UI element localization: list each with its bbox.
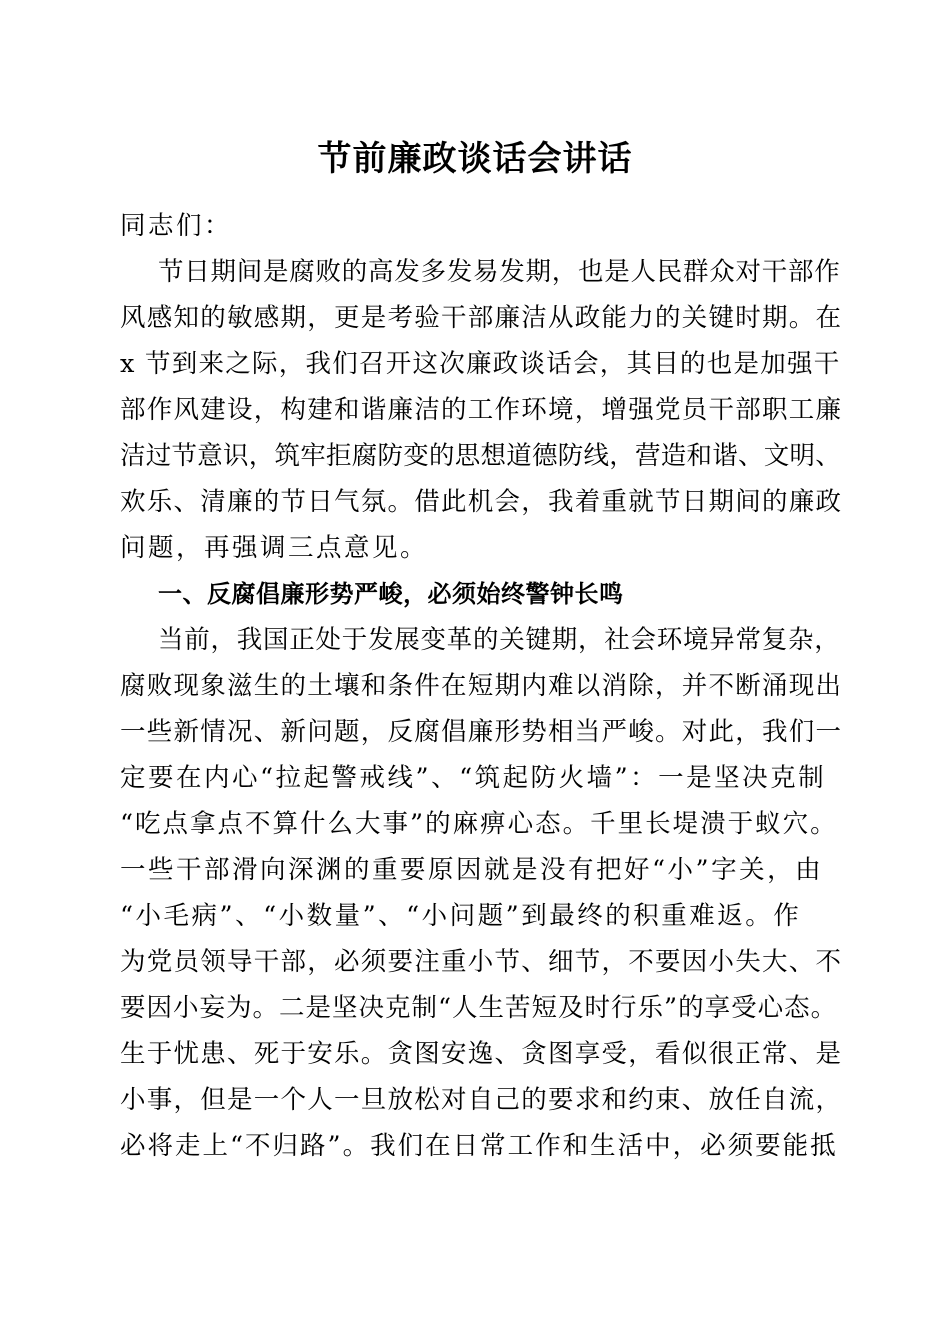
section-heading: 一、反腐倡廉形势严峻，必须始终警钟长鸣 [158,580,624,608]
text-line: 一些新情况、新问题，反腐倡廉形势相当严峻。对此，我们一 [120,717,843,747]
document-title: 节前廉政谈话会讲话 [317,139,633,179]
text-line: 要因小妄为。二是坚决克制“人生苦短及时行乐”的享受心态。 [120,993,838,1023]
text-line: 问题，再强调三点意见。 [120,533,429,563]
text-line: 欢乐、清廉的节日气氛。借此机会，我着重就节日期间的廉政 [120,487,843,517]
text-line: 为党员领导干部，必须要注重小节、细节，不要因小失大、不 [120,947,843,977]
text-line: 风感知的敏感期，更是考验干部廉洁从政能力的关键时期。在 [120,303,843,333]
text-line: 生于忧患、死于安乐。贪图安逸、贪图享受，看似很正常、是 [120,1039,843,1069]
text-line: 节日期间是腐败的高发多发易发期，也是人民群众对干部作 [158,257,841,287]
text-line: 小事，但是一个人一旦放松对自己的要求和约束、放任自流， [120,1085,843,1115]
text-line: 同志们： [120,211,233,241]
text-line: 腐败现象滋生的土壤和条件在短期内难以消除，并不断涌现出 [120,671,843,701]
text-line: 一些干部滑向深渊的重要原因就是没有把好“小”字关，由 [120,855,824,885]
text-line: 定要在内心“拉起警戒线”、“筑起防火墙”：一是坚决克制 [120,763,827,793]
text-line: x 节到来之际，我们召开这次廉政谈话会，其目的也是加强干 [120,349,841,379]
document-body [120,203,842,1169]
text-line: 洁过节意识，筑牢拒腐防变的思想道德防线，营造和谐、文明、 [120,441,842,471]
text-line: 部作风建设，构建和谐廉洁的工作环境，增强党员干部职工廉 [120,395,843,425]
text-line: 当前，我国正处于发展变革的关键期，社会环境异常复杂， [158,625,841,655]
text-line: 必将走上“不归路”。我们在日常工作和生活中，必须要能抵 [120,1131,838,1161]
text-line: “吃点拿点不算什么大事”的麻痹心态。千里长堤溃于蚁穴。 [120,809,838,839]
text-line: “小毛病”、“小数量”、“小问题”到最终的积重难返。作 [120,901,802,931]
